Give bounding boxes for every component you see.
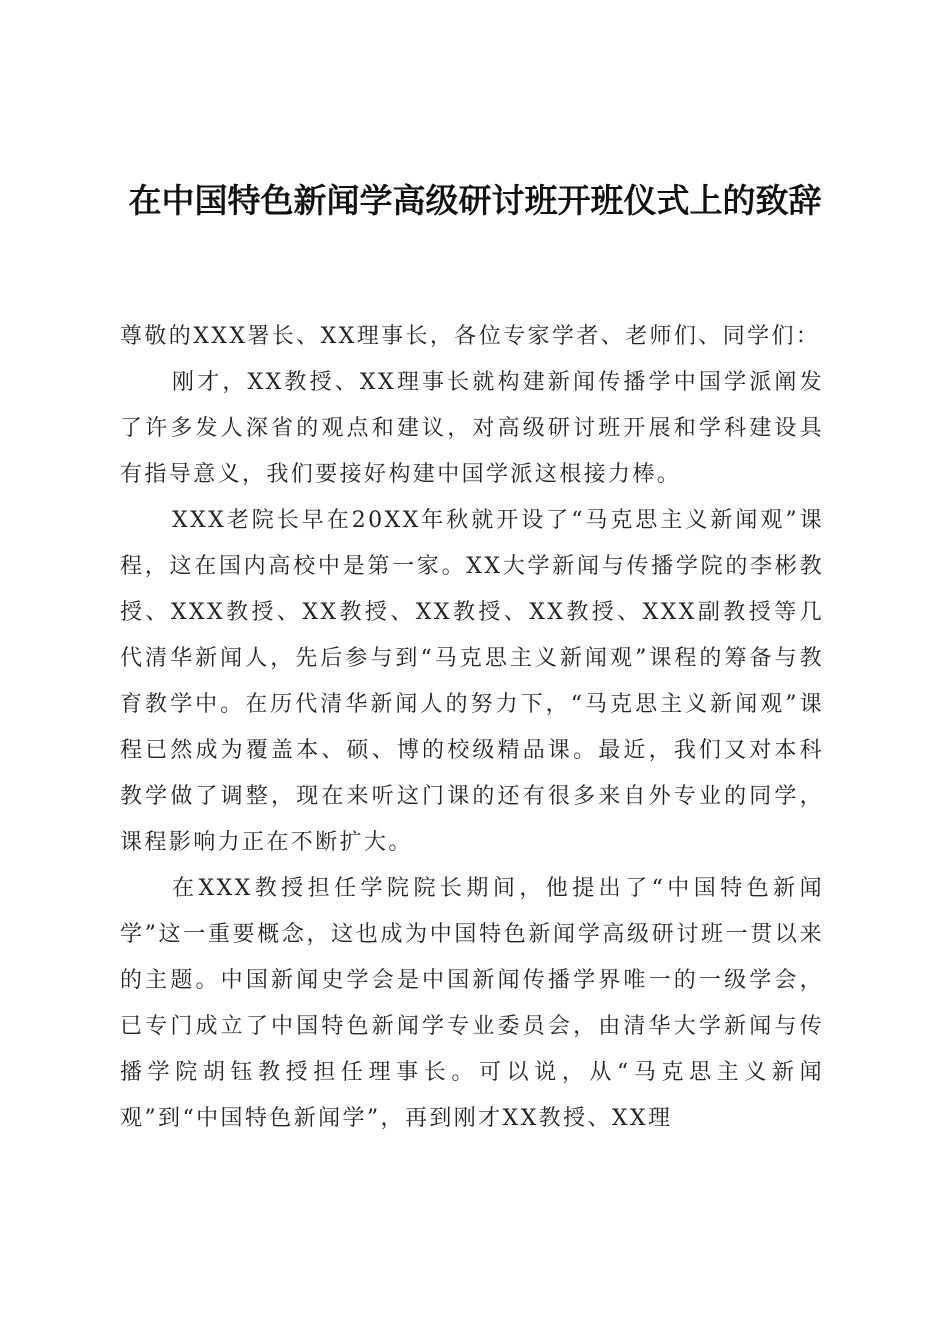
salutation: 尊敬的XXX署长、XX理事长，各位专家学者、老师们、同学们： <box>120 324 821 349</box>
paragraph-3: 在XXX教授担任学院院长期间，他提出了“中国特色新闻学”这一重要概念，这也成为中国特色新闻学高级研讨班一贯以来的主题。中国新闻史学会是中国新闻传播学界唯一的一级学会，已专门成立了中国特色新闻学专业委员会，由清华大学新闻与传播学院胡钰教授担任理事长。可以说，从“马克思主义新闻观”到“中国特色新闻学”，再到刚才XX教授、XX理 <box>120 876 824 1131</box>
document-body <box>120 314 824 1142</box>
paragraph-1: 刚才，XX教授、XX理事长就构建新闻传播学中国学派阐发了许多发人深省的观点和建议，对高级研讨班开展和学科建设具有指导意义，我们要接好构建中国学派这根接力棒。 <box>120 370 824 487</box>
paragraph-2: XXX老院长早在20XX年秋就开设了“马克思主义新闻观”课程，这在国内高校中是第一家。XX大学新闻与传播学院的李彬教授、XXX教授、XX教授、XX教授、XX教授、XXX副教授等几代清华新闻人，先后参与到“马克思主义新闻观”课程的筹备与教育教学中。在历代清华新闻人的努力下，“马克思主义新闻观”课程已然成为覆盖本、硕、博的校级精品课。最近，我们又对本科教学做了调整，现在来听这门课的还有很多来自外专业的同学，课程影响力正在不断扩大。 <box>120 508 824 855</box>
document-title: 在中国特色新闻学高级研讨班开班仪式上的致辞 <box>128 181 822 220</box>
